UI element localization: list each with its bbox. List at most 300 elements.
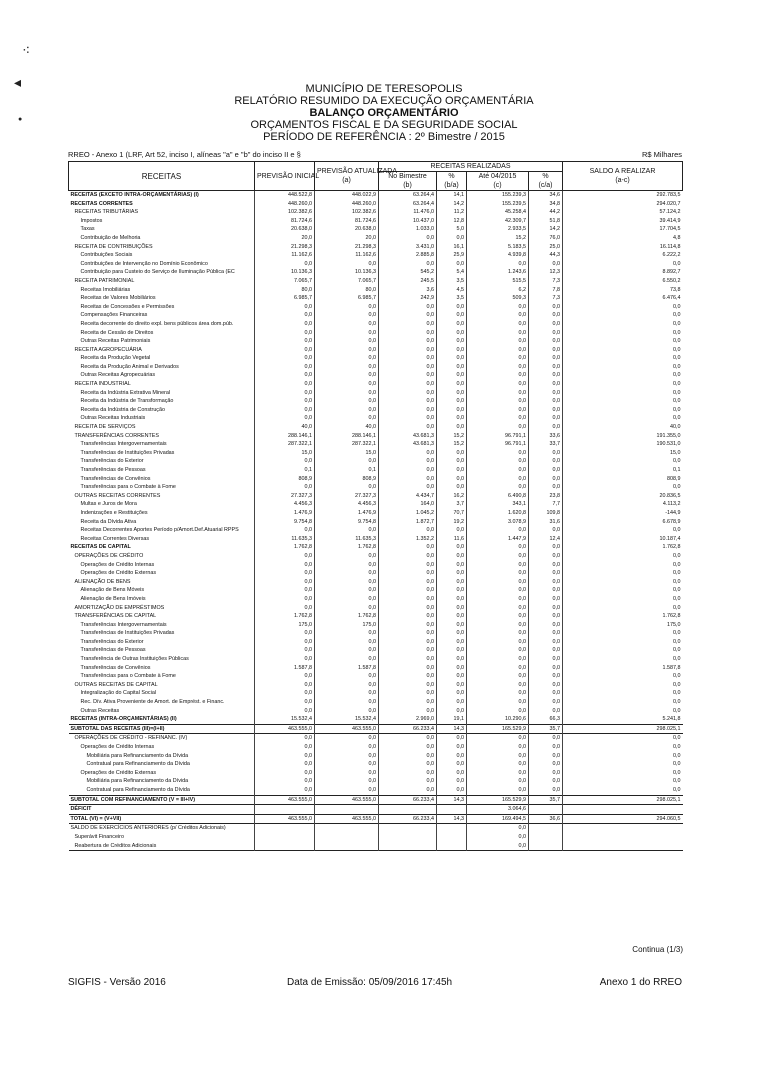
cell-ate-periodo: 0,0 (467, 578, 529, 587)
cell-ate-periodo: 3.078,9 (467, 518, 529, 527)
cell-ate-periodo: 6.490,8 (467, 492, 529, 501)
cell-saldo: 8.892,7 (563, 268, 683, 277)
cell-pct-ba: 0,0 (437, 646, 467, 655)
row-label: SUBTOTAL COM REFINANCIAMENTO (V = III+IV) (69, 795, 255, 805)
cell-pct-ba: 14,3 (437, 814, 467, 824)
cell-previsao-inicial (255, 805, 315, 815)
cell-previsao-atualizada: 0,0 (315, 672, 379, 681)
row-label: Receita da Produção Vegetal (80, 355, 151, 362)
cell-previsao-inicial: 27.327,3 (255, 492, 315, 501)
footer-issue-date: Data de Emissão: 05/09/2016 17:45h (287, 977, 453, 988)
cell-saldo: 0,0 (563, 769, 683, 778)
row-label: Alienação de Bens Imóveis (80, 595, 146, 602)
cell-previsao-inicial (255, 824, 315, 833)
cell-previsao-atualizada: 1.476,9 (315, 509, 379, 518)
cell-ate-periodo: 0,0 (467, 363, 529, 372)
cell-pct-ba: 0,0 (437, 743, 467, 752)
row-label: Transferências do Exterior (80, 458, 144, 465)
cell-pct-ca: 0,0 (529, 303, 563, 312)
table-row (69, 646, 683, 655)
cell-pct-ca: 0,0 (529, 760, 563, 769)
cell-pct-ba: 0,0 (437, 483, 467, 492)
balance-title: BALANÇO ORÇAMENTÁRIO (309, 107, 459, 119)
cell-saldo: 0,0 (563, 638, 683, 647)
cell-ate-periodo: 0,0 (467, 842, 529, 851)
table-row (69, 509, 683, 518)
cell-pct-ca: 0,0 (529, 354, 563, 363)
row-label: Superávit Financeiro (74, 833, 124, 840)
cell-previsao-atualizada: 0,0 (315, 414, 379, 423)
cell-pct-ca: 0,0 (529, 320, 563, 329)
cell-pct-ba: 15,2 (437, 432, 467, 441)
cell-previsao-inicial (255, 833, 315, 842)
cell-previsao-atualizada: 0,0 (315, 578, 379, 587)
cell-previsao-inicial: 40,0 (255, 423, 315, 432)
col-pct-ba-code: (b/a) (444, 182, 459, 189)
cell-previsao-atualizada: 80,0 (315, 286, 379, 295)
cell-saldo: 6.222,2 (563, 251, 683, 260)
row-label: RECEITA PATRIMONIAL (74, 277, 135, 284)
cell-pct-ba: 0,0 (437, 389, 467, 398)
cell-pct-ba: 0,0 (437, 303, 467, 312)
row-label: Receita decorrente do direito expl. bens públicos área dom.púb. (80, 320, 234, 327)
row-label: TRANSFERÊNCIAS CORRENTES (74, 432, 159, 439)
cell-previsao-atualizada: 0,0 (315, 552, 379, 561)
cell-no-bimestre: 1.352,2 (379, 535, 437, 544)
table-row (69, 824, 683, 833)
cell-no-bimestre: 0,0 (379, 777, 437, 786)
row-label: Transferências para o Combate à Fome (80, 484, 176, 491)
table-row (69, 621, 683, 630)
table-row (69, 191, 683, 200)
cell-previsao-atualizada: 6.985,7 (315, 294, 379, 303)
cell-no-bimestre: 0,0 (379, 672, 437, 681)
cell-saldo: 0,0 (563, 389, 683, 398)
cell-pct-ba: 11,2 (437, 208, 467, 217)
table-row (69, 604, 683, 613)
cell-pct-ba: 0,0 (437, 629, 467, 638)
cell-previsao-inicial: 0,0 (255, 698, 315, 707)
cell-no-bimestre: 0,0 (379, 621, 437, 630)
budget-balance-table (68, 161, 683, 851)
table-row (69, 260, 683, 269)
cell-previsao-atualizada (315, 824, 379, 833)
cell-no-bimestre: 63.264,4 (379, 200, 437, 209)
cell-pct-ba: 5,0 (437, 225, 467, 234)
cell-previsao-atualizada (315, 842, 379, 851)
row-label: Receitas Decorrentes Aportes Período p/Amort.Def.Atuarial RPPS (80, 527, 239, 534)
cell-previsao-inicial: 7.065,7 (255, 277, 315, 286)
cell-saldo: 298.025,1 (563, 724, 683, 734)
cell-no-bimestre: 4.434,7 (379, 492, 437, 501)
table-row (69, 681, 683, 690)
cell-saldo: 0,0 (563, 672, 683, 681)
cell-pct-ba: 16,2 (437, 492, 467, 501)
cell-ate-periodo: 0,0 (467, 449, 529, 458)
cell-previsao-inicial: 0,0 (255, 260, 315, 269)
cell-pct-ca: 7,3 (529, 294, 563, 303)
cell-previsao-inicial: 463.555,0 (255, 724, 315, 734)
col-ate-periodo-code: (c) (493, 182, 502, 189)
cell-previsao-atualizada: 0,0 (315, 303, 379, 312)
cell-pct-ca: 35,7 (529, 795, 563, 805)
cell-ate-periodo: 155.239,5 (467, 200, 529, 209)
cell-saldo: -144,9 (563, 509, 683, 518)
row-label: RECEITAS (EXCETO INTRA-ORÇAMENTÁRIAS) (I) (70, 192, 199, 198)
cell-saldo: 0,0 (563, 406, 683, 415)
cell-pct-ba (437, 833, 467, 842)
cell-pct-ca: 12,4 (529, 535, 563, 544)
cell-pct-ba: 0,0 (437, 752, 467, 761)
cell-saldo: 39.414,9 (563, 217, 683, 226)
cell-previsao-inicial: 0,0 (255, 595, 315, 604)
row-label: Transferências de Pessoas (80, 467, 146, 473)
cell-ate-periodo: 0,0 (467, 320, 529, 329)
cell-ate-periodo: 0,0 (467, 371, 529, 380)
cell-previsao-inicial: 10.136,3 (255, 268, 315, 277)
cell-previsao-inicial: 4.456,3 (255, 500, 315, 509)
cell-saldo: 0,0 (563, 569, 683, 578)
cell-pct-ca: 0,0 (529, 629, 563, 638)
cell-previsao-inicial: 0,0 (255, 760, 315, 769)
cell-saldo (563, 842, 683, 851)
cell-previsao-atualizada: 0,0 (315, 371, 379, 380)
col-no-bimestre-label: No Bimestre (388, 173, 427, 180)
municipality-title: MUNICÍPIO DE TERESOPOLIS (305, 83, 463, 95)
cell-ate-periodo: 0,0 (467, 638, 529, 647)
col-receitas: RECEITAS (69, 162, 255, 191)
cell-pct-ca: 14,2 (529, 225, 563, 234)
row-label: Receitas de Valores Mobiliários (80, 295, 156, 302)
cell-pct-ca: 12,3 (529, 268, 563, 277)
cell-previsao-inicial: 0,0 (255, 646, 315, 655)
table-row (69, 586, 683, 595)
cell-no-bimestre: 0,0 (379, 371, 437, 380)
cell-ate-periodo: 343,1 (467, 500, 529, 509)
cell-previsao-atualizada: 0,0 (315, 346, 379, 355)
table-row (69, 449, 683, 458)
cell-ate-periodo: 0,0 (467, 483, 529, 492)
cell-no-bimestre: 0,0 (379, 646, 437, 655)
table-row (69, 777, 683, 786)
cell-pct-ca: 0,0 (529, 621, 563, 630)
table-row (69, 543, 683, 552)
table-row (69, 805, 683, 815)
cell-previsao-inicial: 463.555,0 (255, 814, 315, 824)
cell-pct-ba: 0,0 (437, 449, 467, 458)
cell-previsao-atualizada: 27.327,3 (315, 492, 379, 501)
col-saldo-label: SALDO A REALIZAR (589, 168, 656, 175)
cell-previsao-inicial: 288.146,1 (255, 432, 315, 441)
cell-previsao-atualizada: 1.762,8 (315, 612, 379, 621)
cell-pct-ba: 0,0 (437, 337, 467, 346)
cell-no-bimestre: 0,0 (379, 638, 437, 647)
cell-previsao-inicial: 0,0 (255, 561, 315, 570)
row-label: Receita da Indústria de Construção (80, 406, 166, 413)
table-row (69, 380, 683, 389)
row-label: Alienação de Bens Móveis (80, 587, 145, 594)
cell-saldo: 0,0 (563, 260, 683, 269)
cell-ate-periodo: 3.064,6 (467, 805, 529, 815)
cell-ate-periodo: 0,0 (467, 698, 529, 707)
cell-saldo: 294.060,5 (563, 814, 683, 824)
cell-ate-periodo: 0,0 (467, 681, 529, 690)
cell-no-bimestre (379, 805, 437, 815)
cell-pct-ba: 0,0 (437, 423, 467, 432)
table-row (69, 208, 683, 217)
cell-previsao-atualizada: 1.587,8 (315, 664, 379, 673)
cell-previsao-inicial: 15.532,4 (255, 715, 315, 724)
cell-pct-ca: 36,6 (529, 814, 563, 824)
cell-pct-ca (529, 842, 563, 851)
cell-no-bimestre: 0,0 (379, 752, 437, 761)
cell-pct-ba: 16,1 (437, 243, 467, 252)
cell-pct-ba: 0,0 (437, 707, 467, 716)
table-row (69, 457, 683, 466)
row-label: OPERAÇÕES DE CRÉDITO - REFINANC. (IV) (69, 734, 255, 743)
footer-system-version: SIGFIS - Versão 2016 (68, 977, 166, 988)
cell-previsao-inicial: 0,0 (255, 777, 315, 786)
cell-no-bimestre: 3.431,0 (379, 243, 437, 252)
cell-ate-periodo: 515,5 (467, 277, 529, 286)
table-row (69, 578, 683, 587)
cell-saldo: 0,0 (563, 743, 683, 752)
cell-pct-ca: 0,0 (529, 423, 563, 432)
cell-no-bimestre: 0,0 (379, 457, 437, 466)
cell-pct-ca (529, 824, 563, 833)
col-pct-ba (437, 172, 467, 191)
cell-previsao-atualizada: 15.532,4 (315, 715, 379, 724)
row-label: OUTRAS RECEITAS CORRENTES (74, 492, 161, 499)
table-row (69, 294, 683, 303)
cell-pct-ba: 0,0 (437, 363, 467, 372)
cell-pct-ba: 0,0 (437, 406, 467, 415)
cell-pct-ca: 0,0 (529, 311, 563, 320)
cell-pct-ba: 3,7 (437, 500, 467, 509)
cell-ate-periodo: 0,0 (467, 457, 529, 466)
cell-pct-ca: 0,0 (529, 380, 563, 389)
cell-saldo: 0,0 (563, 586, 683, 595)
cell-previsao-inicial: 0,0 (255, 743, 315, 752)
cell-previsao-atualizada: 0,0 (315, 586, 379, 595)
row-label: Transferências para o Combate à Fome (80, 673, 176, 680)
cell-ate-periodo: 1.447,9 (467, 535, 529, 544)
table-row (69, 217, 683, 226)
cell-pct-ba: 19,1 (437, 715, 467, 724)
cell-no-bimestre: 0,0 (379, 743, 437, 752)
table-row (69, 561, 683, 570)
cell-previsao-inicial: 80,0 (255, 286, 315, 295)
cell-pct-ca: 0,0 (529, 595, 563, 604)
cell-ate-periodo: 0,0 (467, 769, 529, 778)
row-label: Receita da Produção Animal e Derivados (80, 363, 179, 370)
cell-ate-periodo: 0,0 (467, 760, 529, 769)
cell-no-bimestre: 0,0 (379, 475, 437, 484)
cell-no-bimestre: 0,0 (379, 552, 437, 561)
cell-previsao-inicial: 0,0 (255, 311, 315, 320)
cell-no-bimestre: 0,0 (379, 595, 437, 604)
table-row (69, 689, 683, 698)
cell-ate-periodo: 0,0 (467, 354, 529, 363)
row-label: Indenizações e Restituições (80, 509, 148, 516)
cell-pct-ba: 0,0 (437, 397, 467, 406)
cell-ate-periodo: 169.494,5 (467, 814, 529, 824)
cell-no-bimestre: 0,0 (379, 689, 437, 698)
continuation-note: Continua (1/3) (632, 945, 683, 954)
cell-saldo: 0,0 (563, 346, 683, 355)
cell-saldo: 16.114,8 (563, 243, 683, 252)
cell-pct-ba: 4,5 (437, 286, 467, 295)
cell-ate-periodo: 0,0 (467, 466, 529, 475)
cell-saldo: 0,0 (563, 561, 683, 570)
cell-pct-ba: 0,0 (437, 457, 467, 466)
table-row (69, 638, 683, 647)
row-label: SALDO DE EXERCÍCIOS ANTERIORES (p/ Créditos Adicionais) (69, 824, 255, 833)
row-label: Outras Receitas Agropecuárias (80, 372, 156, 379)
cell-no-bimestre: 3,6 (379, 286, 437, 295)
cell-saldo: 0,0 (563, 457, 683, 466)
row-label: RECEITA DE SERVIÇOS (74, 424, 136, 431)
cell-previsao-atualizada: 0,0 (315, 655, 379, 664)
cell-saldo: 0,0 (563, 483, 683, 492)
cell-ate-periodo: 0,0 (467, 260, 529, 269)
cell-no-bimestre: 0,0 (379, 337, 437, 346)
cell-saldo: 0,0 (563, 320, 683, 329)
cell-ate-periodo: 6,2 (467, 286, 529, 295)
cell-pct-ca: 0,0 (529, 457, 563, 466)
cell-pct-ba: 0,0 (437, 260, 467, 269)
cell-saldo: 292.783,5 (563, 191, 683, 200)
cell-ate-periodo: 0,0 (467, 346, 529, 355)
cell-pct-ca: 0,0 (529, 466, 563, 475)
row-label: AMORTIZAÇÃO DE EMPRÉSTIMOS (74, 604, 165, 611)
cell-pct-ca: 34,8 (529, 200, 563, 209)
col-previsao-atualizada-code: (a) (342, 177, 351, 184)
cell-pct-ca: 0,0 (529, 337, 563, 346)
row-label: Operações de Crédito Internas (80, 561, 155, 568)
col-saldo (563, 162, 683, 191)
cell-ate-periodo: 0,0 (467, 337, 529, 346)
table-row (69, 535, 683, 544)
cell-no-bimestre: 1.045,2 (379, 509, 437, 518)
cell-ate-periodo: 0,0 (467, 629, 529, 638)
cell-no-bimestre: 0,0 (379, 329, 437, 338)
cell-saldo: 0,0 (563, 777, 683, 786)
cell-previsao-inicial: 0,0 (255, 578, 315, 587)
cell-previsao-atualizada: 0,0 (315, 561, 379, 570)
cell-previsao-inicial: 448.260,0 (255, 200, 315, 209)
table-row (69, 397, 683, 406)
col-pct-ca (529, 172, 563, 191)
cell-previsao-atualizada: 0,0 (315, 311, 379, 320)
cell-previsao-atualizada: 0,0 (315, 526, 379, 535)
cell-ate-periodo: 0,0 (467, 389, 529, 398)
cell-saldo: 294.020,7 (563, 200, 683, 209)
cell-saldo: 0,0 (563, 578, 683, 587)
cell-previsao-inicial: 1.762,8 (255, 612, 315, 621)
cell-pct-ca: 0,0 (529, 664, 563, 673)
cell-pct-ba: 0,0 (437, 578, 467, 587)
cell-no-bimestre: 0,0 (379, 664, 437, 673)
table-row (69, 500, 683, 509)
cell-saldo: 1.762,8 (563, 612, 683, 621)
cell-previsao-inicial: 0,0 (255, 638, 315, 647)
table-row (69, 612, 683, 621)
cell-previsao-inicial: 81.724,6 (255, 217, 315, 226)
cell-previsao-atualizada: 10.136,3 (315, 268, 379, 277)
cell-saldo: 0,0 (563, 698, 683, 707)
table-row (69, 354, 683, 363)
cell-ate-periodo: 0,0 (467, 303, 529, 312)
cell-ate-periodo: 0,0 (467, 655, 529, 664)
cell-pct-ba: 0,0 (437, 543, 467, 552)
cell-previsao-inicial: 1.762,8 (255, 543, 315, 552)
cell-previsao-inicial: 0,0 (255, 483, 315, 492)
row-label: Outras Receitas Industriais (80, 415, 146, 422)
cell-pct-ca: 44,2 (529, 208, 563, 217)
col-previsao-inicial: PREVISÃO INICIAL (255, 162, 315, 191)
table-row (69, 234, 683, 243)
cell-pct-ca: 25,0 (529, 243, 563, 252)
cell-no-bimestre: 0,0 (379, 466, 437, 475)
cell-pct-ca: 0,0 (529, 475, 563, 484)
col-previsao-atualizada (315, 162, 398, 191)
cell-saldo: 40,0 (563, 423, 683, 432)
cell-pct-ca: 35,7 (529, 724, 563, 734)
cell-previsao-atualizada: 0,0 (315, 743, 379, 752)
table-row (69, 769, 683, 778)
cell-previsao-inicial: 1.587,8 (255, 664, 315, 673)
cell-previsao-inicial: 808,9 (255, 475, 315, 484)
cell-ate-periodo: 0,0 (467, 833, 529, 842)
cell-pct-ca: 0,0 (529, 552, 563, 561)
cell-previsao-inicial: 0,0 (255, 320, 315, 329)
table-row (69, 786, 683, 795)
cell-pct-ba: 0,0 (437, 526, 467, 535)
cell-saldo: 0,0 (563, 604, 683, 613)
cell-ate-periodo: 0,0 (467, 752, 529, 761)
cell-pct-ca: 0,0 (529, 743, 563, 752)
cell-pct-ba: 14,3 (437, 724, 467, 734)
cell-previsao-atualizada: 0,0 (315, 337, 379, 346)
cell-no-bimestre: 0,0 (379, 483, 437, 492)
cell-ate-periodo: 4.939,8 (467, 251, 529, 260)
cell-previsao-inicial: 0,0 (255, 389, 315, 398)
cell-previsao-inicial: 0,0 (255, 604, 315, 613)
cell-previsao-atualizada: 0,1 (315, 466, 379, 475)
cell-previsao-inicial: 0,0 (255, 752, 315, 761)
period-title: PERÍODO DE REFERÊNCIA : 2º Bimestre / 2015 (263, 131, 505, 143)
cell-pct-ba: 0,0 (437, 475, 467, 484)
row-label: Contribuição de Melhoria (80, 234, 141, 241)
cell-pct-ba: 11,6 (437, 535, 467, 544)
cell-saldo: 4.113,2 (563, 500, 683, 509)
cell-pct-ba: 0,0 (437, 734, 467, 743)
cell-pct-ba: 0,0 (437, 466, 467, 475)
cell-no-bimestre: 0,0 (379, 543, 437, 552)
cell-pct-ba: 0,0 (437, 760, 467, 769)
cell-pct-ca: 0,0 (529, 363, 563, 372)
cell-pct-ba: 3,5 (437, 294, 467, 303)
cell-saldo: 191.355,0 (563, 432, 683, 441)
table-row (69, 814, 683, 824)
cell-pct-ca: 0,0 (529, 449, 563, 458)
table-row (69, 842, 683, 851)
cell-saldo: 57.124,2 (563, 208, 683, 217)
cell-ate-periodo: 0,0 (467, 586, 529, 595)
cell-ate-periodo: 0,0 (467, 569, 529, 578)
cell-pct-ba: 0,0 (437, 655, 467, 664)
